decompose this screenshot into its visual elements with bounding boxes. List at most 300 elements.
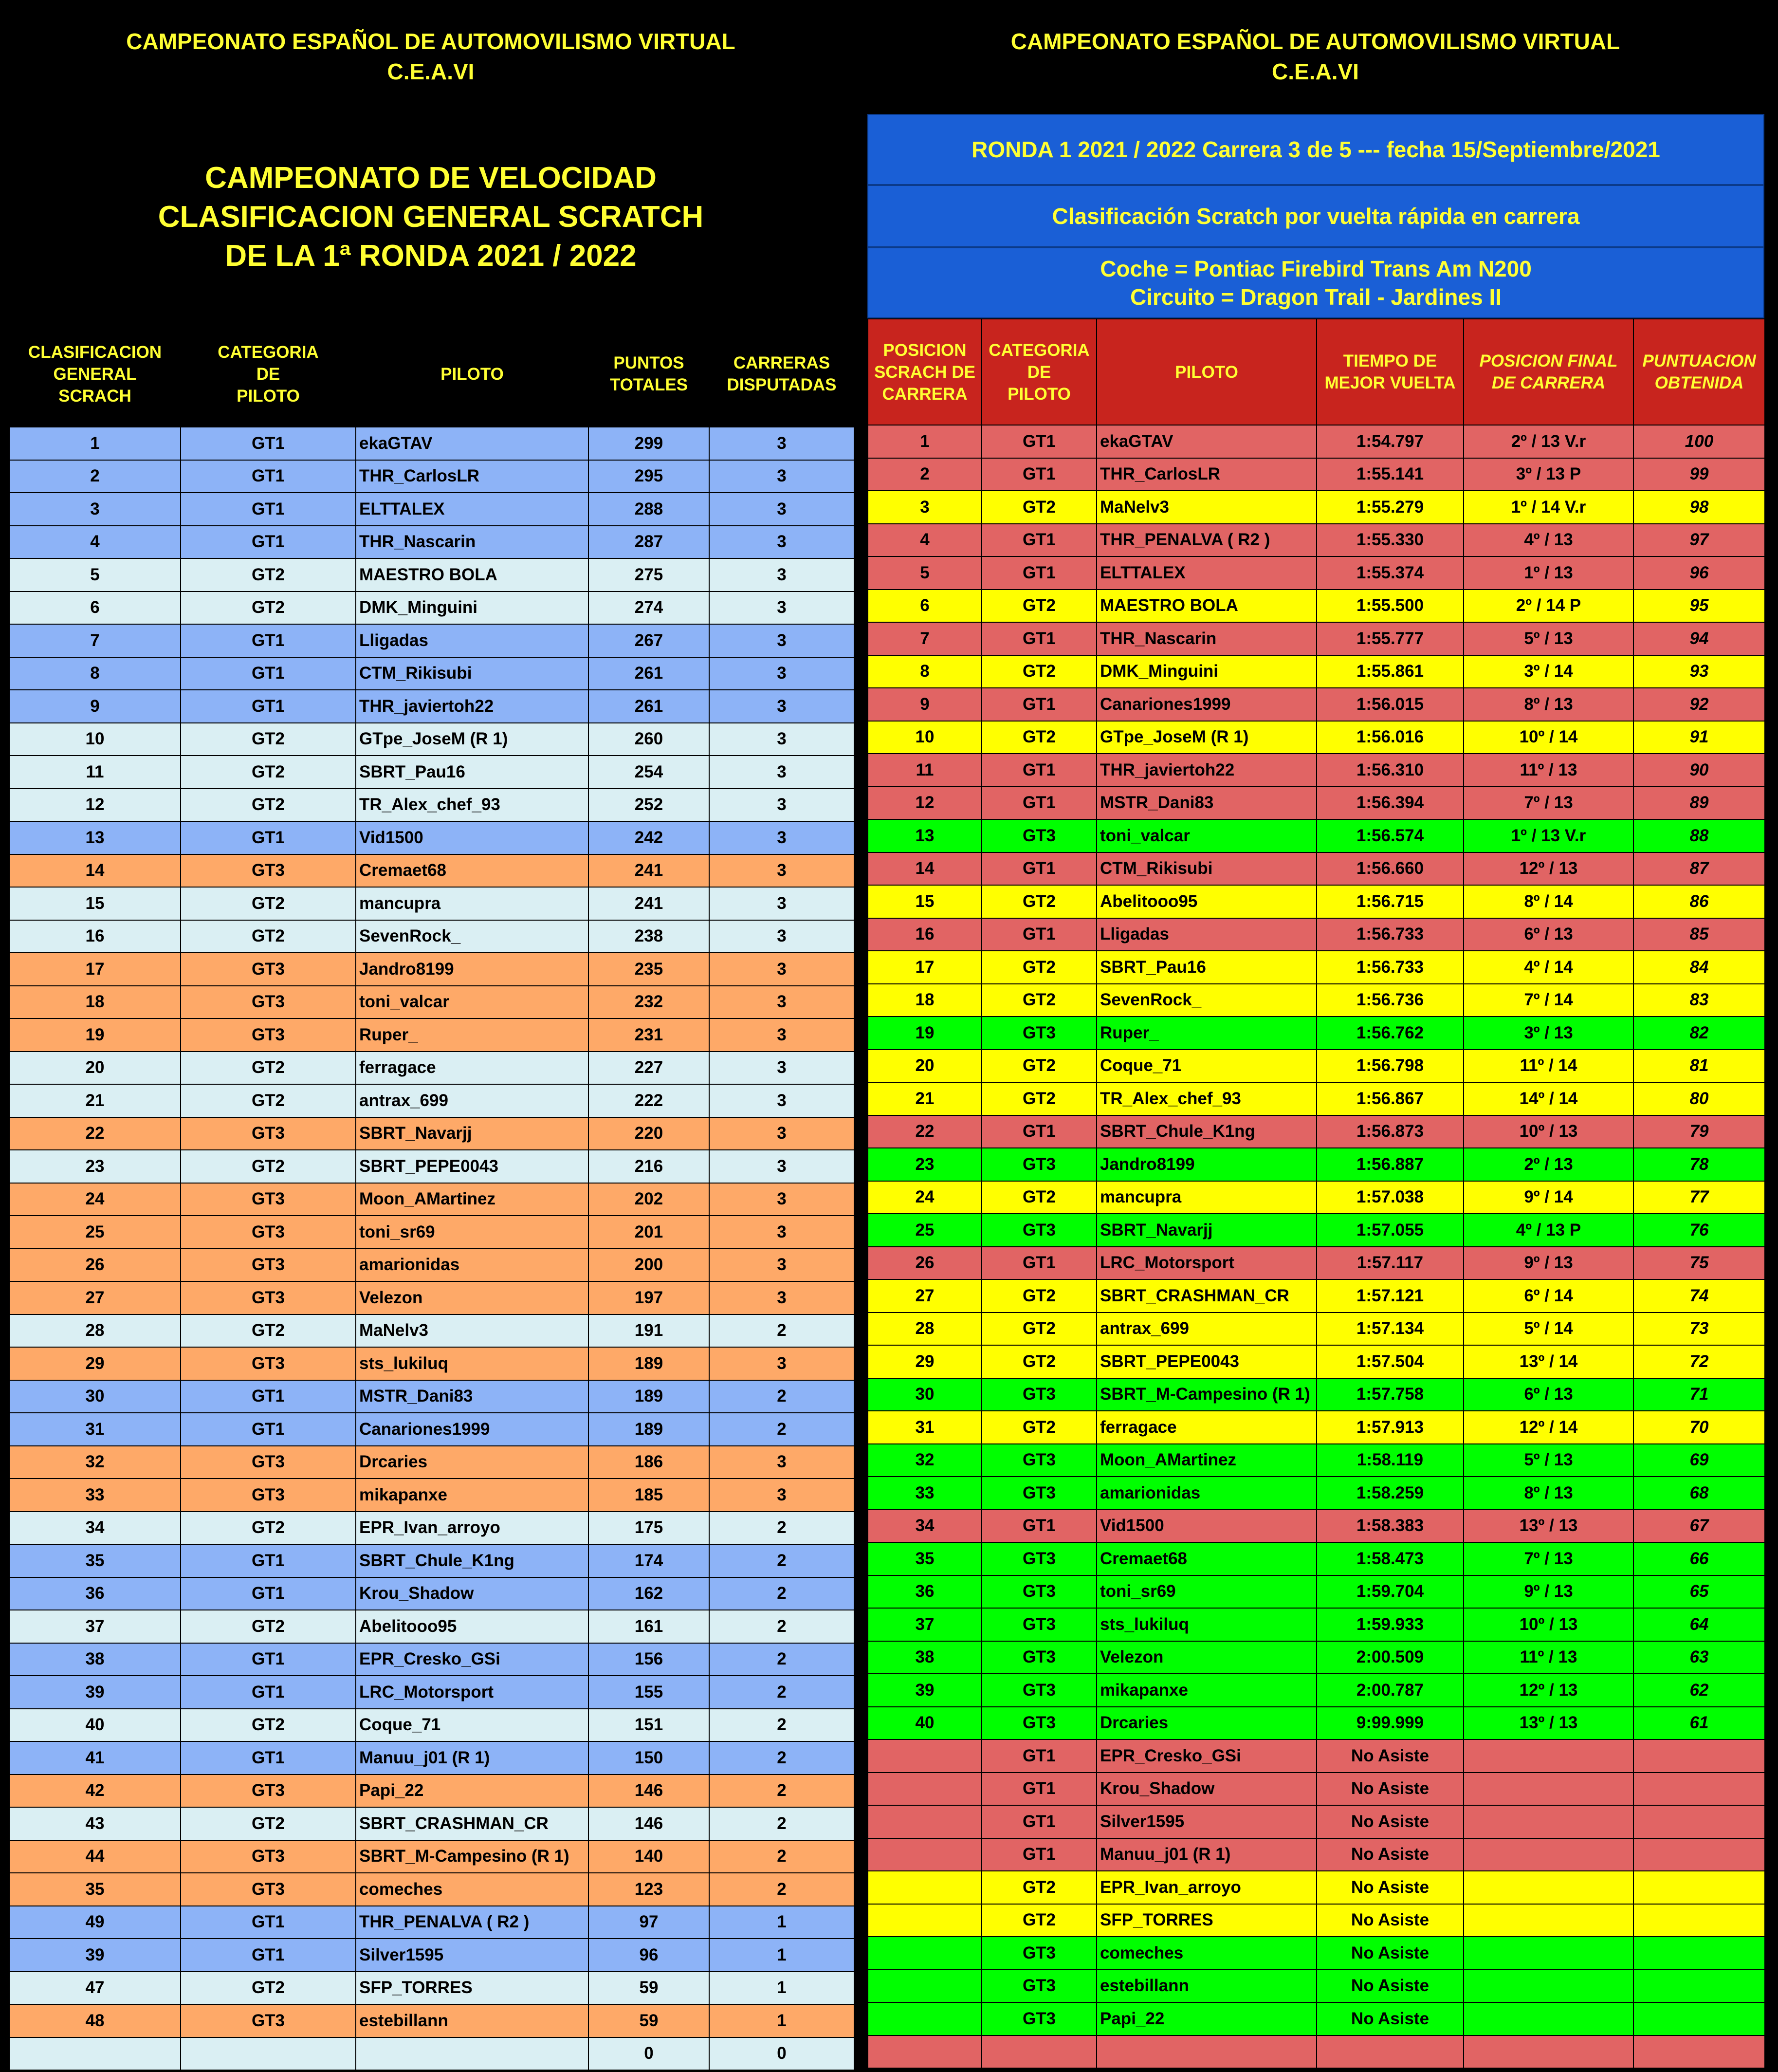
race-puntos-cell: 99 xyxy=(1633,458,1765,491)
general-pos-cell: 31 xyxy=(9,1413,181,1446)
race-row xyxy=(868,1608,1765,1641)
race-row xyxy=(868,1904,1765,1937)
race-row xyxy=(868,1444,1765,1477)
general-row xyxy=(9,1479,854,1512)
general-cat-cell: GT3 xyxy=(181,1873,356,1906)
race-cat-cell: GT2 xyxy=(982,491,1097,524)
race-piloto-cell: TR_Alex_chef_93 xyxy=(1097,1082,1317,1115)
general-carreras-cell: 2 xyxy=(709,1512,854,1545)
header-text: CARRERAS xyxy=(733,353,830,372)
race-pos-cell: 20 xyxy=(868,1050,982,1083)
general-pos-cell: 25 xyxy=(9,1216,181,1249)
general-carreras-cell: 3 xyxy=(709,1347,854,1380)
race-final-cell: 3º / 13 P xyxy=(1464,458,1633,491)
race-row xyxy=(868,1082,1765,1115)
general-pos-cell: 8 xyxy=(9,657,181,690)
race-piloto-cell: THR_javiertoh22 xyxy=(1097,754,1317,787)
race-final-cell: 1º / 13 xyxy=(1464,556,1633,590)
race-tiempo-cell: 1:56.762 xyxy=(1317,1017,1464,1050)
right-org-acronym: C.E.A.VI xyxy=(1272,59,1359,84)
race-row xyxy=(868,1739,1765,1773)
race-row xyxy=(868,688,1765,721)
general-cat-cell: GT1 xyxy=(181,460,356,493)
header-text: MEJOR VUELTA xyxy=(1324,373,1456,392)
general-puntos-cell: 275 xyxy=(588,558,709,592)
race-row xyxy=(868,1279,1765,1313)
header-text: CARRERA xyxy=(882,384,968,404)
general-piloto-cell: SBRT_Pau16 xyxy=(356,756,588,789)
race-final-cell: 14º / 14 xyxy=(1464,1082,1633,1115)
race-final-cell: 4º / 14 xyxy=(1464,951,1633,984)
general-row xyxy=(9,1741,854,1775)
race-row xyxy=(868,1773,1765,1806)
general-pos-cell: 10 xyxy=(9,723,181,756)
general-carreras-cell: 2 xyxy=(709,1840,854,1873)
general-piloto-cell: THR_Nascarin xyxy=(356,526,588,559)
general-cat-cell: GT3 xyxy=(181,953,356,986)
race-pos-cell: 23 xyxy=(868,1148,982,1181)
race-piloto-cell xyxy=(1097,2035,1317,2069)
race-cat-cell: GT1 xyxy=(982,1739,1097,1773)
general-cat-cell: GT2 xyxy=(181,1610,356,1643)
race-puntos-cell: 75 xyxy=(1633,1247,1765,1280)
general-puntos-cell: 59 xyxy=(588,2004,709,2037)
general-row xyxy=(9,723,854,756)
race-piloto-cell: Moon_AMartinez xyxy=(1097,1444,1317,1477)
general-row xyxy=(9,1150,854,1183)
race-puntos-cell: 88 xyxy=(1633,819,1765,852)
general-piloto-cell: SBRT_PEPE0043 xyxy=(356,1150,588,1183)
general-piloto-cell: Lligadas xyxy=(356,624,588,657)
race-cat-cell: GT3 xyxy=(982,2002,1097,2035)
race-pos-cell: 30 xyxy=(868,1378,982,1411)
general-cat-cell: GT2 xyxy=(181,558,356,592)
general-pos-cell: 26 xyxy=(9,1249,181,1282)
race-cat-cell: GT1 xyxy=(982,787,1097,820)
race-puntos-cell xyxy=(1633,1773,1765,1806)
general-header-row xyxy=(9,321,854,427)
race-puntos-cell: 66 xyxy=(1633,1542,1765,1575)
general-cat-cell: GT1 xyxy=(181,821,356,854)
general-row xyxy=(9,1446,854,1479)
general-row xyxy=(9,427,854,460)
race-puntos-cell: 79 xyxy=(1633,1115,1765,1148)
race-piloto-cell: Coque_71 xyxy=(1097,1050,1317,1083)
race-row xyxy=(868,1838,1765,1871)
race-puntos-cell: 61 xyxy=(1633,1707,1765,1740)
race-pos-cell: 12 xyxy=(868,787,982,820)
race-cat-cell: GT3 xyxy=(982,1641,1097,1674)
race-tiempo-cell: 9:99.999 xyxy=(1317,1707,1464,1740)
general-puntos-cell: 241 xyxy=(588,887,709,920)
round-info: RONDA 1 2021 / 2022 Carrera 3 de 5 --- fecha 15/Septiembre/2021 xyxy=(971,137,1660,162)
general-puntos-cell: 151 xyxy=(588,1709,709,1742)
general-standings-table xyxy=(9,321,855,2071)
header-text: DE xyxy=(256,364,280,384)
general-pos-cell: 5 xyxy=(9,558,181,592)
race-cat-cell: GT2 xyxy=(982,885,1097,918)
race-piloto-cell: THR_Nascarin xyxy=(1097,622,1317,655)
race-cat-cell: GT3 xyxy=(982,1937,1097,1970)
race-puntos-cell: 96 xyxy=(1633,556,1765,590)
general-pos-cell: 35 xyxy=(9,1544,181,1577)
race-pos-cell: 6 xyxy=(868,590,982,623)
general-row xyxy=(9,1216,854,1249)
race-cat-cell: GT3 xyxy=(982,1148,1097,1181)
general-row xyxy=(9,1018,854,1052)
race-tiempo-cell: 1:55.374 xyxy=(1317,556,1464,590)
general-piloto-cell: Cremaet68 xyxy=(356,854,588,888)
race-pos-cell: 32 xyxy=(868,1444,982,1477)
general-piloto-cell: SevenRock_ xyxy=(356,920,588,953)
race-pos-cell: 21 xyxy=(868,1082,982,1115)
race-pos-cell: 16 xyxy=(868,918,982,951)
race-pos-cell: 36 xyxy=(868,1575,982,1609)
race-final-cell: 10º / 13 xyxy=(1464,1608,1633,1641)
general-carreras-cell: 1 xyxy=(709,2004,854,2037)
race-cat-cell: GT2 xyxy=(982,1181,1097,1214)
race-cat-cell: GT2 xyxy=(982,1904,1097,1937)
race-final-cell: 10º / 13 xyxy=(1464,1115,1633,1148)
race-row xyxy=(868,622,1765,655)
race-final-cell: 6º / 14 xyxy=(1464,1279,1633,1313)
race-puntos-cell: 89 xyxy=(1633,787,1765,820)
right_headers-col-5 xyxy=(1633,319,1765,425)
general-puntos-cell: 299 xyxy=(588,427,709,460)
general-row xyxy=(9,1084,854,1117)
general-piloto-cell: MSTR_Dani83 xyxy=(356,1380,588,1413)
general-row xyxy=(9,1052,854,1085)
race-pos-cell: 35 xyxy=(868,1542,982,1575)
race-row xyxy=(868,885,1765,918)
right_headers-col-0 xyxy=(868,319,982,425)
general-puntos-cell: 97 xyxy=(588,1906,709,1939)
general-row xyxy=(9,592,854,625)
race-cat-cell: GT2 xyxy=(982,1050,1097,1083)
general-puntos-cell: 232 xyxy=(588,986,709,1019)
left_headers-col-3 xyxy=(588,321,709,427)
header-text: PILOTO xyxy=(1175,362,1238,382)
header-text: PILOTO xyxy=(440,364,504,384)
general-row xyxy=(9,1314,854,1348)
race-final-cell: 8º / 14 xyxy=(1464,885,1633,918)
general-row xyxy=(9,1643,854,1676)
general-piloto-cell: mancupra xyxy=(356,887,588,920)
race-row xyxy=(868,819,1765,852)
race-cat-cell: GT1 xyxy=(982,1115,1097,1148)
race-piloto-cell: LRC_Motorsport xyxy=(1097,1247,1317,1280)
race-tiempo-cell: 1:56.394 xyxy=(1317,787,1464,820)
round-info-box xyxy=(867,114,1764,185)
general-row xyxy=(9,1939,854,1972)
general-piloto-cell: ELTTALEX xyxy=(356,493,588,526)
race-pos-cell: 18 xyxy=(868,984,982,1017)
header-text: PILOTO xyxy=(1008,384,1071,404)
right-org-header xyxy=(866,26,1764,87)
race-tiempo-cell: 1:56.660 xyxy=(1317,852,1464,886)
race-tiempo-cell: 1:57.121 xyxy=(1317,1279,1464,1313)
race-puntos-cell: 68 xyxy=(1633,1477,1765,1510)
race-piloto-cell: SBRT_CRASHMAN_CR xyxy=(1097,1279,1317,1313)
general-cat-cell: GT1 xyxy=(181,1380,356,1413)
race-final-cell: 8º / 13 xyxy=(1464,688,1633,721)
general-cat-cell: GT1 xyxy=(181,690,356,723)
race-puntos-cell: 63 xyxy=(1633,1641,1765,1674)
race-pos-cell xyxy=(868,1970,982,2003)
race-puntos-cell xyxy=(1633,1805,1765,1838)
race-piloto-cell: Silver1595 xyxy=(1097,1805,1317,1838)
general-cat-cell: GT3 xyxy=(181,1117,356,1150)
race-row xyxy=(868,1477,1765,1510)
race-pos-cell: 24 xyxy=(868,1181,982,1214)
general-pos-cell: 39 xyxy=(9,1939,181,1972)
race-tiempo-cell: 1:58.473 xyxy=(1317,1542,1464,1575)
general-row xyxy=(9,2037,854,2071)
general-row xyxy=(9,1709,854,1742)
race-tiempo-cell: No Asiste xyxy=(1317,1739,1464,1773)
race-piloto-cell: CTM_Rikisubi xyxy=(1097,852,1317,886)
race-tiempo-cell: 1:57.038 xyxy=(1317,1181,1464,1214)
race-cat-cell: GT3 xyxy=(982,1542,1097,1575)
general-carreras-cell: 2 xyxy=(709,1807,854,1840)
race-row xyxy=(868,1542,1765,1575)
general-carreras-cell: 3 xyxy=(709,854,854,888)
race-piloto-cell: SBRT_Navarjj xyxy=(1097,1214,1317,1247)
race-piloto-cell: SBRT_Pau16 xyxy=(1097,951,1317,984)
general-piloto-cell: THR_CarlosLR xyxy=(356,460,588,493)
race-puntos-cell: 74 xyxy=(1633,1279,1765,1313)
race-puntos-cell xyxy=(1633,1838,1765,1871)
general-cat-cell: GT1 xyxy=(181,624,356,657)
general-cat-cell: GT2 xyxy=(181,1807,356,1840)
general-puntos-cell: 161 xyxy=(588,1610,709,1643)
general-carreras-cell: 1 xyxy=(709,1906,854,1939)
race-pos-cell: 11 xyxy=(868,754,982,787)
race-row xyxy=(868,1214,1765,1247)
race-cat-cell: GT1 xyxy=(982,622,1097,655)
race-puntos-cell xyxy=(1633,1739,1765,1773)
general-puntos-cell: 197 xyxy=(588,1281,709,1314)
general-row xyxy=(9,657,854,690)
race-pos-cell xyxy=(868,1871,982,1904)
race-tiempo-cell: 1:59.933 xyxy=(1317,1608,1464,1641)
race-final-cell: 13º / 14 xyxy=(1464,1345,1633,1378)
general-puntos-cell: 235 xyxy=(588,953,709,986)
race-piloto-cell: Ruper_ xyxy=(1097,1017,1317,1050)
general-puntos-cell: 123 xyxy=(588,1873,709,1906)
race-cat-cell: GT1 xyxy=(982,754,1097,787)
general-piloto-cell: Abelitooo95 xyxy=(356,1610,588,1643)
race-cat-cell: GT2 xyxy=(982,655,1097,688)
race-puntos-cell: 65 xyxy=(1633,1575,1765,1609)
title-line-2: CLASIFICACION GENERAL SCRATCH xyxy=(158,200,704,234)
general-puntos-cell: 260 xyxy=(588,723,709,756)
general-carreras-cell: 3 xyxy=(709,493,854,526)
general-row xyxy=(9,1873,854,1906)
general-carreras-cell: 3 xyxy=(709,1052,854,1085)
race-puntos-cell: 76 xyxy=(1633,1214,1765,1247)
general-cat-cell: GT2 xyxy=(181,1314,356,1348)
general-piloto-cell: toni_sr69 xyxy=(356,1216,588,1249)
race-pos-cell: 37 xyxy=(868,1608,982,1641)
race-row xyxy=(868,524,1765,557)
race-final-cell: 9º / 14 xyxy=(1464,1181,1633,1214)
general-cat-cell: GT2 xyxy=(181,592,356,625)
general-row xyxy=(9,1807,854,1840)
race-row xyxy=(868,491,1765,524)
race-final-cell: 11º / 13 xyxy=(1464,1641,1633,1674)
race-piloto-cell: DMK_Minguini xyxy=(1097,655,1317,688)
general-row xyxy=(9,1840,854,1873)
general-cat-cell: GT3 xyxy=(181,2004,356,2037)
race-row xyxy=(868,1050,1765,1083)
race-pos-cell: 15 xyxy=(868,885,982,918)
general-row xyxy=(9,1117,854,1150)
general-piloto-cell: EPR_Ivan_arroyo xyxy=(356,1512,588,1545)
race-cat-cell: GT2 xyxy=(982,1313,1097,1346)
general-puntos-cell: 216 xyxy=(588,1150,709,1183)
race-piloto-cell: toni_sr69 xyxy=(1097,1575,1317,1609)
right_headers-col-2 xyxy=(1097,319,1317,425)
general-puntos-cell: 191 xyxy=(588,1314,709,1348)
general-piloto-cell: EPR_Cresko_GSi xyxy=(356,1643,588,1676)
race-cat-cell: GT3 xyxy=(982,1608,1097,1641)
general-piloto-cell: CTM_Rikisubi xyxy=(356,657,588,690)
race-cat-cell: GT3 xyxy=(982,1017,1097,1050)
general-row xyxy=(9,920,854,953)
general-pos-cell: 49 xyxy=(9,1906,181,1939)
general-cat-cell: GT1 xyxy=(181,493,356,526)
race-tiempo-cell: 1:56.887 xyxy=(1317,1148,1464,1181)
left-org-acronym: C.E.A.VI xyxy=(387,59,475,84)
right_headers-col-4 xyxy=(1464,319,1633,425)
race-puntos-cell: 64 xyxy=(1633,1608,1765,1641)
general-piloto-cell: SBRT_Chule_K1ng xyxy=(356,1544,588,1577)
general-piloto-cell: Canariones1999 xyxy=(356,1413,588,1446)
race-row xyxy=(868,787,1765,820)
general-puntos-cell: 261 xyxy=(588,657,709,690)
general-carreras-cell: 3 xyxy=(709,1117,854,1150)
race-piloto-cell: SBRT_PEPE0043 xyxy=(1097,1345,1317,1378)
race-tiempo-cell xyxy=(1317,2035,1464,2069)
general-cat-cell: GT1 xyxy=(181,1906,356,1939)
race-pos-cell: 13 xyxy=(868,819,982,852)
race-pos-cell: 34 xyxy=(868,1510,982,1543)
race-pos-cell xyxy=(868,1805,982,1838)
general-carreras-cell: 2 xyxy=(709,1544,854,1577)
race-tiempo-cell: 1:57.134 xyxy=(1317,1313,1464,1346)
general-puntos-cell: 186 xyxy=(588,1446,709,1479)
general-pos-cell: 15 xyxy=(9,887,181,920)
race-tiempo-cell: 1:58.259 xyxy=(1317,1477,1464,1510)
race-tiempo-cell: No Asiste xyxy=(1317,1838,1464,1871)
race-cat-cell: GT3 xyxy=(982,1378,1097,1411)
race-tiempo-cell: No Asiste xyxy=(1317,1805,1464,1838)
circuit-info: Circuito = Dragon Trail - Jardines II xyxy=(1130,284,1502,310)
race-row xyxy=(868,1247,1765,1280)
race-cat-cell: GT1 xyxy=(982,1247,1097,1280)
general-cat-cell: GT3 xyxy=(181,1446,356,1479)
general-pos-cell: 43 xyxy=(9,1807,181,1840)
car-circuit-box xyxy=(867,247,1764,318)
race-puntos-cell: 95 xyxy=(1633,590,1765,623)
race-puntos-cell: 70 xyxy=(1633,1411,1765,1444)
general-carreras-cell: 3 xyxy=(709,986,854,1019)
race-tiempo-cell: No Asiste xyxy=(1317,2002,1464,2035)
race-tiempo-cell: 1:56.733 xyxy=(1317,918,1464,951)
general-puntos-cell: 238 xyxy=(588,920,709,953)
race-pos-cell: 25 xyxy=(868,1214,982,1247)
general-cat-cell: GT1 xyxy=(181,1413,356,1446)
general-row xyxy=(9,1544,854,1577)
race-tiempo-cell: 1:58.383 xyxy=(1317,1510,1464,1543)
race-tiempo-cell: No Asiste xyxy=(1317,1904,1464,1937)
race-piloto-cell: Krou_Shadow xyxy=(1097,1773,1317,1806)
race-pos-cell xyxy=(868,2002,982,2035)
general-carreras-cell: 3 xyxy=(709,789,854,822)
general-cat-cell: GT1 xyxy=(181,526,356,559)
race-row xyxy=(868,721,1765,754)
race-tiempo-cell: No Asiste xyxy=(1317,1937,1464,1970)
race-piloto-cell: toni_valcar xyxy=(1097,819,1317,852)
general-pos-cell: 23 xyxy=(9,1150,181,1183)
general-carreras-cell: 2 xyxy=(709,1775,854,1808)
race-tiempo-cell: 1:56.574 xyxy=(1317,819,1464,852)
general-pos-cell: 35 xyxy=(9,1873,181,1906)
general-puntos-cell: 189 xyxy=(588,1413,709,1446)
race-row xyxy=(868,1805,1765,1838)
race-cat-cell: GT2 xyxy=(982,590,1097,623)
race-cat-cell: GT2 xyxy=(982,1279,1097,1313)
race-pos-cell: 22 xyxy=(868,1115,982,1148)
race-piloto-cell: sts_lukiluq xyxy=(1097,1608,1317,1641)
general-pos-cell: 12 xyxy=(9,789,181,822)
race-tiempo-cell: 1:56.016 xyxy=(1317,721,1464,754)
general-cat-cell: GT1 xyxy=(181,657,356,690)
general-cat-cell: GT1 xyxy=(181,1544,356,1577)
race-tiempo-cell: No Asiste xyxy=(1317,1871,1464,1904)
general-puntos-cell: 295 xyxy=(588,460,709,493)
race-cat-cell xyxy=(982,2035,1097,2069)
general-puntos-cell: 231 xyxy=(588,1018,709,1052)
general-carreras-cell: 3 xyxy=(709,1183,854,1216)
general-cat-cell: GT2 xyxy=(181,887,356,920)
race-cat-cell: GT1 xyxy=(982,556,1097,590)
race-tiempo-cell: 1:57.117 xyxy=(1317,1247,1464,1280)
general-puntos-cell: 174 xyxy=(588,1544,709,1577)
general-puntos-cell: 202 xyxy=(588,1183,709,1216)
general-piloto-cell: Moon_AMartinez xyxy=(356,1183,588,1216)
race-cat-cell: GT1 xyxy=(982,1805,1097,1838)
race-cat-cell: GT3 xyxy=(982,1707,1097,1740)
general-puntos-cell: 162 xyxy=(588,1577,709,1610)
race-tiempo-cell: 1:56.873 xyxy=(1317,1115,1464,1148)
general-carreras-cell: 3 xyxy=(709,624,854,657)
general-row xyxy=(9,2004,854,2037)
race-piloto-cell: Canariones1999 xyxy=(1097,688,1317,721)
race-pos-cell: 14 xyxy=(868,852,982,886)
general-pos-cell: 47 xyxy=(9,1972,181,2005)
general-piloto-cell: MAESTRO BOLA xyxy=(356,558,588,592)
race-puntos-cell xyxy=(1633,1970,1765,2003)
general-pos-cell: 24 xyxy=(9,1183,181,1216)
general-carreras-cell: 3 xyxy=(709,657,854,690)
race-cat-cell: GT2 xyxy=(982,1411,1097,1444)
race-cat-cell: GT1 xyxy=(982,1510,1097,1543)
race-cat-cell: GT2 xyxy=(982,1871,1097,1904)
general-row xyxy=(9,526,854,559)
race-tiempo-cell: 1:57.758 xyxy=(1317,1378,1464,1411)
